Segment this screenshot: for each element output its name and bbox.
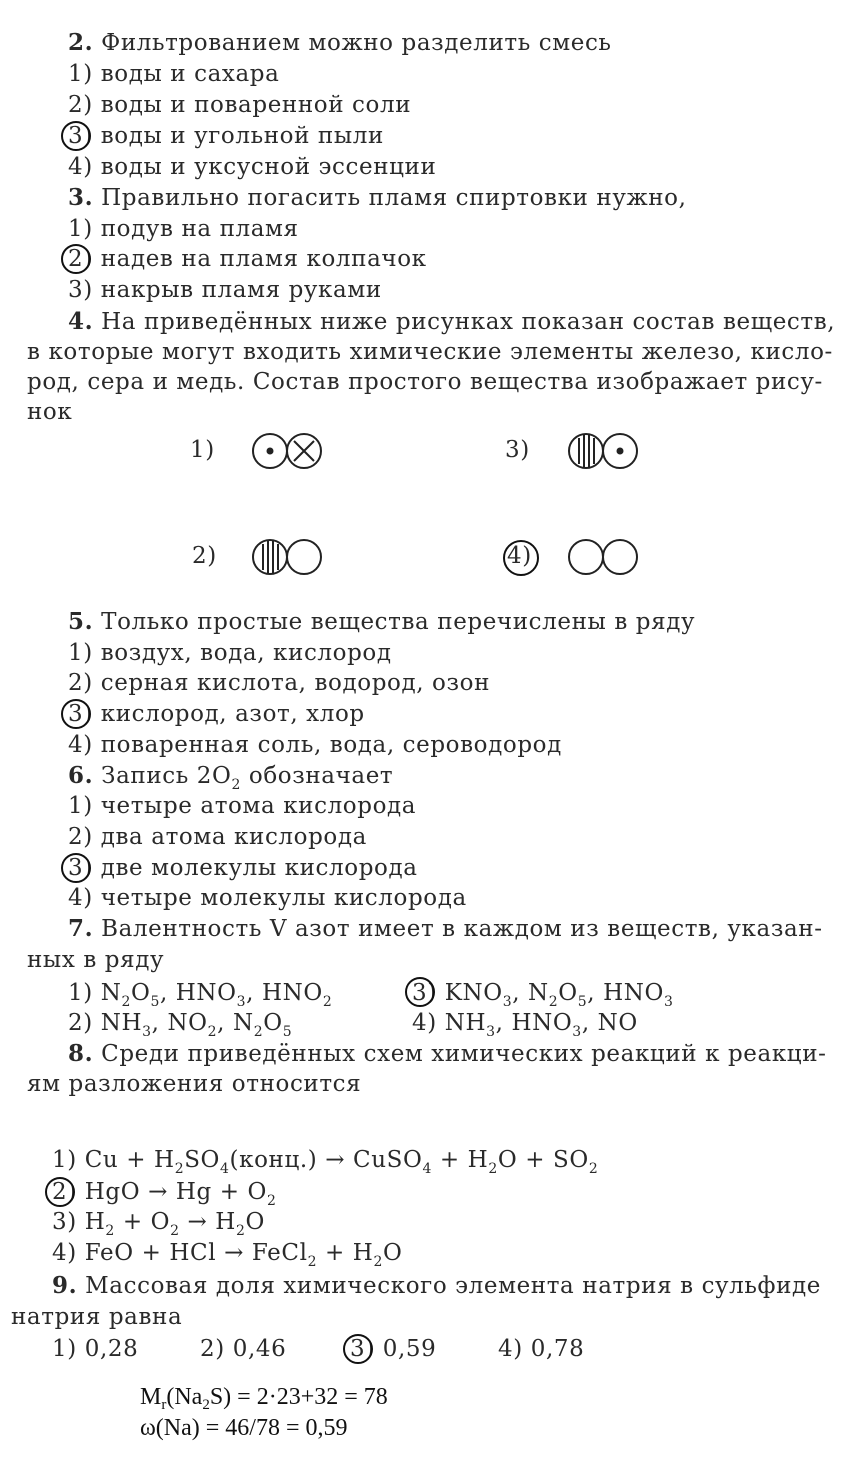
- q5-option-1: 1) воздух, вода, кислород: [68, 640, 392, 666]
- q7-o2-s2: 2: [207, 1024, 218, 1040]
- q8-o3-s3: 2: [235, 1223, 246, 1239]
- q4-fig-label-4: 4): [507, 543, 532, 569]
- q7-o3-c: O: [558, 980, 578, 1006]
- q2-stem: [68, 28, 612, 58]
- q6-answer-circle: [61, 853, 91, 883]
- q7-text-1: Валентность V азот имеет в каждом из веществ, указан-: [101, 916, 823, 942]
- q8-o3-c: → H: [179, 1209, 236, 1235]
- q2-option-1: 1) воды и сахара: [68, 61, 280, 87]
- q8-o3-a: 3) H: [52, 1209, 106, 1235]
- q7-o2-d: O: [263, 1010, 283, 1036]
- q8-o1-c: (конц.) → CuSO: [229, 1147, 423, 1173]
- q7-o3-s2: 2: [548, 994, 559, 1010]
- q6-text-sub: 2: [231, 777, 241, 793]
- q8-option-1: [52, 1145, 598, 1178]
- q8-o4-s1: 2: [307, 1254, 318, 1270]
- q8-o4-s2: 2: [373, 1254, 383, 1270]
- q8-o1-d: + H: [431, 1147, 489, 1173]
- q7-o2-s3: 2: [253, 1024, 264, 1040]
- q4-figure-2-icon: [252, 536, 332, 578]
- q8-o1-s2: 4: [220, 1161, 230, 1177]
- q9-line-2: натрия равна: [11, 1304, 183, 1330]
- q6-option-2: 2) два атома кислорода: [68, 824, 367, 850]
- sol-na: (Na: [166, 1384, 203, 1410]
- q4-fig-label-2: 2): [192, 543, 217, 569]
- q8-line-2: ям разложения относится: [27, 1071, 362, 1097]
- q2-option-2: 2) воды и поваренной соли: [68, 92, 412, 118]
- q4-line-2: в которые могут входить химические элементы железо, кисло-: [27, 339, 833, 365]
- q5-answer-circle: [61, 699, 91, 729]
- q5-option-2: 2) серная кислота, водород, озон: [68, 670, 491, 696]
- q4-figure-3-icon: [568, 430, 648, 472]
- q2-answer-circle: [61, 121, 91, 151]
- q4-fig-label-3: 3): [505, 437, 530, 463]
- q8-o1-b: SO: [184, 1147, 221, 1173]
- q2-text: Фильтрованием можно разделить смесь: [101, 30, 612, 56]
- sol-r: r: [161, 1397, 167, 1413]
- q2-number: 2.: [68, 29, 94, 56]
- q4-line-4: нок: [27, 399, 73, 425]
- q9-line-1: [52, 1271, 821, 1301]
- sol-2: 2: [202, 1397, 210, 1413]
- q6-option-3: 3) две молекулы кислорода: [68, 855, 418, 881]
- q8-line-1: [68, 1039, 827, 1069]
- solution-molar-mass: [140, 1382, 388, 1415]
- q3-option-1: 1) подув на пламя: [68, 216, 299, 242]
- q7-o3-s4: 3: [663, 994, 674, 1010]
- q5-text: Только простые вещества перечислены в ряду: [101, 609, 696, 635]
- q7-o2-a: 2) NH: [68, 1010, 143, 1036]
- q6-stem: [68, 761, 393, 794]
- q4-figure-1-icon: [252, 430, 332, 472]
- q8-option-2: [52, 1177, 277, 1210]
- q7-o3-s3: 5: [577, 994, 588, 1010]
- q8-o3-b: + O: [114, 1209, 171, 1235]
- q4-text-1: На приведённых ниже рисунках показан состав веществ,: [101, 309, 836, 335]
- q8-o1-s3: 4: [422, 1161, 432, 1177]
- q9-option-3: 3) 0,59: [350, 1336, 437, 1362]
- q9-option-4: 4) 0,78: [498, 1336, 585, 1362]
- q4-figure-4-icon: [568, 536, 648, 578]
- q4-line-1: [68, 307, 835, 337]
- q7-o1-s4: 2: [322, 994, 333, 1010]
- q7-o1-a: 1) N: [68, 980, 122, 1006]
- q7-o3-a: 3) KNO: [412, 980, 503, 1006]
- q7-number: 7.: [68, 915, 94, 942]
- q2-option-3: 3) воды и угольной пыли: [68, 123, 384, 149]
- q7-option-2: [68, 1008, 292, 1041]
- q6-text-a: Запись 2O: [101, 763, 232, 789]
- q7-o4-a: 4) NH: [412, 1010, 487, 1036]
- q5-stem: [68, 607, 695, 637]
- q8-o1-s4: 2: [488, 1161, 498, 1177]
- q6-text-b: обозначает: [240, 763, 394, 789]
- q8-option-3: [52, 1207, 265, 1240]
- q8-o3-s2: 2: [170, 1223, 180, 1239]
- q7-o1-c: , HNO: [159, 980, 237, 1006]
- q3-text: Правильно погасить пламя спиртовки нужно,: [101, 185, 687, 211]
- q9-answer-circle: [343, 1334, 373, 1364]
- q7-o3-d: , HNO: [587, 980, 664, 1006]
- q7-option-3: [412, 978, 673, 1011]
- q8-number: 8.: [68, 1040, 94, 1067]
- q8-o1-e: O + SO: [497, 1147, 589, 1173]
- q7-o1-b: O: [130, 980, 151, 1006]
- q8-o1-a: 1) Cu + H: [52, 1147, 175, 1173]
- q5-number: 5.: [68, 608, 94, 635]
- q7-o4-c: , NO: [581, 1010, 638, 1036]
- q8-o4-c: O: [382, 1240, 403, 1266]
- q7-o2-c: , N: [217, 1010, 254, 1036]
- q6-number: 6.: [68, 762, 94, 789]
- sol-m: M: [140, 1384, 162, 1410]
- q7-line-1: [68, 914, 823, 944]
- solution-mass-fraction: ω(Na) = 46/78 = 0,59: [140, 1415, 348, 1441]
- q7-o3-s1: 3: [502, 994, 513, 1010]
- q7-o2-b: , NO: [151, 1010, 208, 1036]
- q7-o1-s1: 2: [121, 994, 131, 1010]
- q3-stem: [68, 183, 687, 213]
- q7-o1-s2: 5: [150, 994, 160, 1010]
- q5-option-4: 4) поваренная соль, вода, сероводород: [68, 732, 562, 758]
- q8-option-4: [52, 1238, 402, 1271]
- q3-number: 3.: [68, 184, 94, 211]
- q8-o1-s5: 2: [588, 1161, 599, 1177]
- q4-line-3: род, сера и медь. Состав простого вещества изображает рису-: [27, 369, 823, 395]
- q8-o4-a: 4) FeO + HCl → FeCl: [52, 1240, 308, 1266]
- q3-option-2: 2) надев на пламя колпачок: [68, 246, 427, 272]
- q7-o3-b: , N: [512, 980, 549, 1006]
- q8-o2-a: 2) HgO → Hg + O: [52, 1179, 267, 1205]
- q7-o4-s1: 3: [486, 1024, 496, 1040]
- q8-text-1: Среди приведённых схем химических реакций к реакци-: [101, 1041, 827, 1067]
- q7-o4-s2: 3: [572, 1024, 582, 1040]
- q7-option-4: [412, 1008, 638, 1041]
- q4-number: 4.: [68, 308, 94, 335]
- q3-option-3: 3) накрыв пламя руками: [68, 277, 382, 303]
- q8-o2-s1: 2: [266, 1193, 277, 1209]
- q8-o4-b: + H: [317, 1240, 374, 1266]
- q7-o2-s1: 3: [142, 1024, 152, 1040]
- q9-text-1: Массовая доля химического элемента натрия в сульфиде: [85, 1273, 822, 1299]
- q9-number: 9.: [52, 1272, 78, 1299]
- q7-o1-s3: 3: [236, 994, 247, 1010]
- q9-option-1: 1) 0,28: [52, 1336, 139, 1362]
- q7-o4-b: , HNO: [495, 1010, 573, 1036]
- sol-rest: S) = 2·23+32 = 78: [209, 1384, 388, 1410]
- q7-option-1: [68, 978, 332, 1011]
- q8-o3-d: O: [245, 1209, 265, 1235]
- q7-answer-circle: [405, 977, 435, 1007]
- q8-o1-s1: 2: [174, 1161, 185, 1177]
- q4-answer-circle: [503, 540, 539, 576]
- q7-o2-s4: 5: [282, 1024, 293, 1040]
- q9-option-2: 2) 0,46: [200, 1336, 287, 1362]
- q7-o1-d: , HNO: [246, 980, 323, 1006]
- q6-option-4: 4) четыре молекулы кислорода: [68, 885, 467, 911]
- q6-option-1: 1) четыре атома кислорода: [68, 793, 417, 819]
- q5-option-3: 3) кислород, азот, хлор: [68, 701, 365, 727]
- q2-option-4: 4) воды и уксусной эссенции: [68, 154, 437, 180]
- q7-line-2: ных в ряду: [27, 947, 165, 973]
- q3-answer-circle: [61, 244, 91, 274]
- q8-o3-s1: 2: [105, 1223, 115, 1239]
- q8-answer-circle: [45, 1177, 75, 1207]
- q4-fig-label-1: 1): [190, 437, 215, 463]
